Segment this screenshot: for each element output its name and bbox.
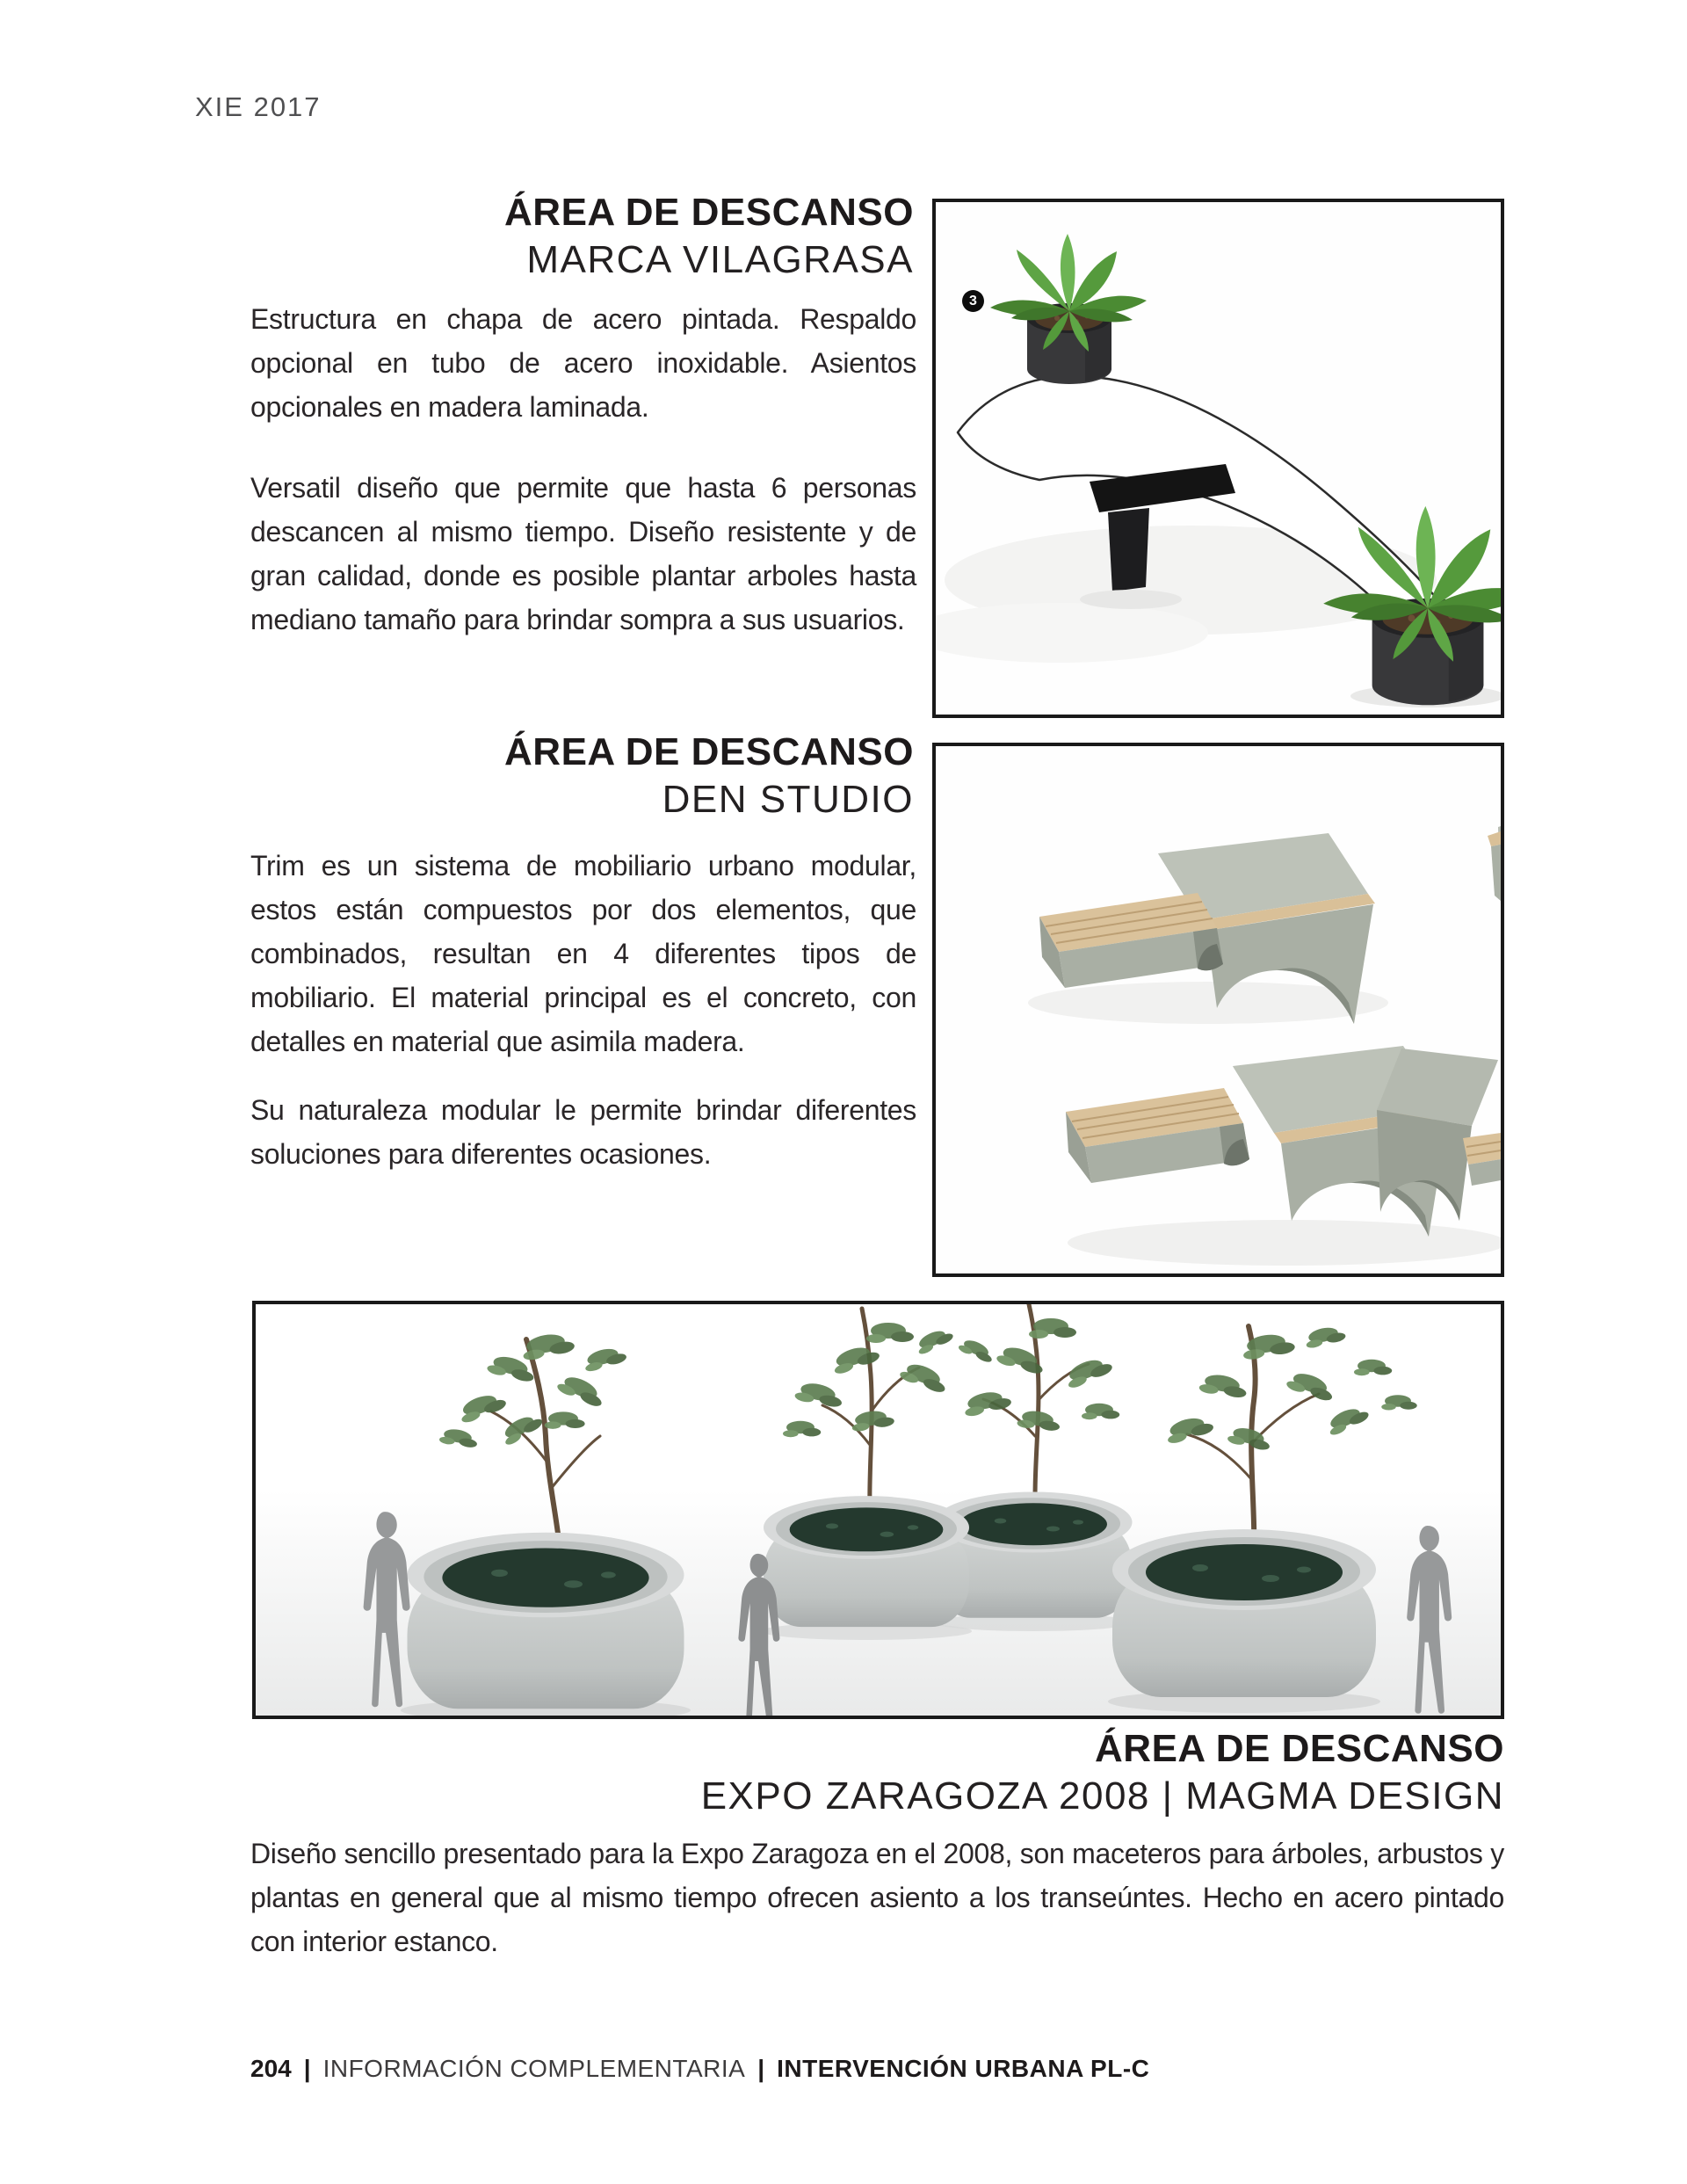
- section-1-subtitle: MARCA VILAGRASA: [526, 238, 914, 281]
- section-1-paragraph-2: Versatil diseño que permite que hasta 6 personas descancen al mismo tiempo. Diseño resistente y de gran calidad, donde es posible plantar arboles hasta mediano tamaño para brindar sompra a sus usuarios.: [250, 472, 916, 635]
- figure-curved-bench: [932, 199, 1504, 718]
- section-2-title: ÁREA DE DESCANSO: [504, 730, 914, 773]
- figure-concrete-modules: [932, 743, 1504, 1277]
- figure-number: 3: [969, 293, 977, 308]
- section-2-subtitle: DEN STUDIO: [662, 778, 914, 821]
- section-2-heading: [250, 729, 914, 823]
- page-footer: [250, 2055, 1149, 2083]
- page-number: 204: [250, 2055, 292, 2082]
- section-2-paragraph-1: Trim es un sistema de mobiliario urbano modular, estos están compuestos por dos elementos, que combinados, resultan en 4 diferentes tipos de mobiliario. El material principal es el concreto, con detalles en material que asimila madera.: [250, 850, 916, 1057]
- figure-number-badge: [962, 290, 984, 312]
- section-1-heading: [250, 190, 914, 283]
- section-2-paragraph-2: Su naturaleza modular le permite brindar diferentes soluciones para diferentes ocasiones.: [250, 1094, 916, 1170]
- section-1-title: ÁREA DE DESCANSO: [504, 191, 914, 234]
- section-3-heading: [250, 1726, 1504, 1819]
- concrete-modules-illustration: [936, 746, 1501, 1273]
- section-3-subtitle: EXPO ZARAGOZA 2008 | MAGMA DESIGN: [700, 1774, 1504, 1818]
- curved-bench-illustration: [936, 202, 1501, 715]
- section-1-paragraph-1: Estructura en chapa de acero pintada. Respaldo opcional en tubo de acero inoxidable. Asientos opcionales en madera laminada.: [250, 303, 916, 423]
- footer-separator-icon: |: [303, 2055, 311, 2082]
- planter-scene-illustration: [256, 1304, 1501, 1716]
- section-3-title: ÁREA DE DESCANSO: [1095, 1727, 1504, 1770]
- footer-separator-icon: |: [757, 2055, 765, 2082]
- footer-section-label: INFORMACIÓN COMPLEMENTARIA: [322, 2055, 746, 2082]
- figure-planter-scene: [252, 1301, 1504, 1719]
- section-3-paragraph-1: Diseño sencillo presentado para la Expo Zaragoza en el 2008, son maceteros para árboles, arbustos y plantas en general que al mismo tiempo ofrecen asiento a los transeúntes. Hecho en acero pintado con interior estanco.: [250, 1838, 1504, 1957]
- running-head: XIE 2017: [195, 91, 322, 122]
- footer-chapter-label: INTERVENCIÓN URBANA PL-C: [777, 2055, 1150, 2082]
